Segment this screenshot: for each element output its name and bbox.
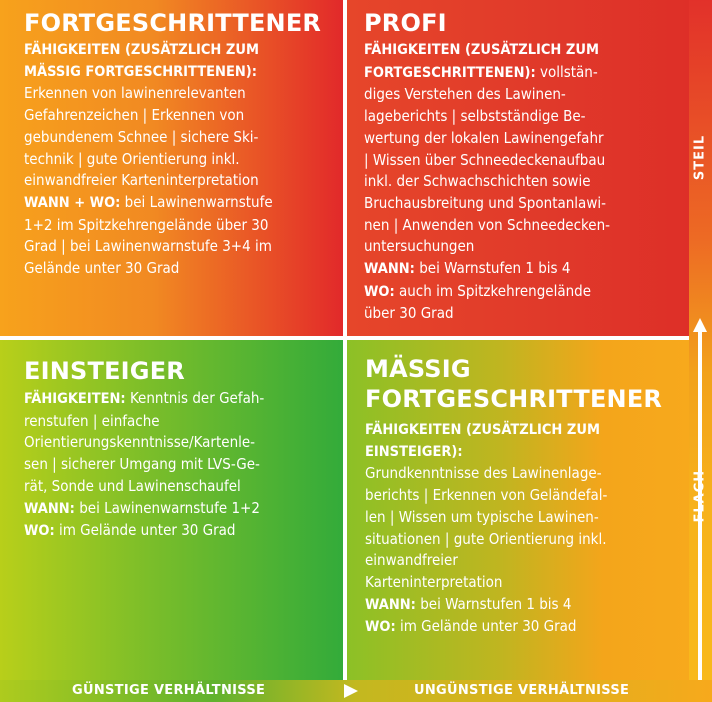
when-where-text: Gelände unter 30 Grad: [24, 259, 180, 278]
quadrant-title: FORTGESCHRITTENER: [24, 9, 322, 37]
skills-text: len | Wissen um typische Lawinen-: [365, 507, 599, 526]
skills-text: untersuchungen: [364, 237, 475, 256]
skills-text: einwandfreier Karteninterpretation: [24, 171, 259, 190]
quadrant-profi: [347, 0, 689, 336]
skills-text: rät, Sonde und Lawinenschaufel: [24, 476, 241, 495]
quadrant-body: [364, 40, 689, 325]
where-text: auch im Spitzkehrengelände: [394, 281, 592, 300]
skills-text: lageberichts | selbstständige Be-: [364, 107, 586, 126]
quadrant-body: [24, 388, 343, 543]
skills-text: einwandfreier: [365, 551, 458, 570]
skills-text: diges Verstehen des Lawinen-: [364, 85, 566, 104]
quadrant-body: [24, 40, 343, 280]
axis-label-guenstig: GÜNSTIGE VERHÄLTNISSE: [72, 683, 266, 698]
quadrant-title-line: FORTGESCHRITTENER: [365, 385, 663, 413]
skills-text: wertung der lokalen Lawinengefahr: [364, 128, 604, 147]
skills-text: inkl. der Schwachschichten sowie: [364, 172, 591, 191]
when-where-text: Grad | bei Lawinenwarnstufe 3+4 im: [24, 237, 272, 256]
quadrant-title-line: MÄSSIG: [365, 355, 471, 383]
skills-text: vollstän-: [535, 62, 598, 81]
when-label: WANN:: [24, 500, 75, 517]
skills-text: renstufen | einfache: [24, 411, 160, 430]
quadrant-title: EINSTEIGER: [24, 357, 185, 385]
where-text: über 30 Grad: [364, 304, 454, 323]
when-label: WANN:: [365, 596, 416, 613]
when-where-label: WANN + WO:: [24, 194, 121, 211]
skills-label: FÄHIGKEITEN:: [24, 391, 126, 407]
axis-label-flach: FLACH: [692, 469, 708, 523]
skills-label: MÄSSIG FORTGESCHRITTENEN):: [24, 63, 257, 80]
quadrant-body: [365, 420, 689, 639]
where-label: WO:: [365, 619, 396, 636]
skills-text: Kenntnis der Gefah-: [125, 389, 265, 407]
arrow-right-icon: [344, 684, 358, 698]
when-where-text: 1+2 im Spitzkehrengelände über 30: [24, 215, 269, 234]
skills-text: gebundenem Schnee | sichere Ski-: [24, 127, 259, 146]
skills-label: FÄHIGKEITEN (ZUSÄTZLICH ZUM: [24, 42, 259, 58]
where-label: WO:: [364, 283, 395, 300]
skills-text: sen | sicherer Umgang mit LVS-Ge-: [24, 455, 260, 474]
when-where-text: bei Lawinenwarnstufe: [120, 192, 273, 211]
vertical-axis: [689, 0, 712, 680]
arrow-up-icon: [693, 318, 707, 332]
horizontal-axis: [0, 680, 712, 702]
skills-label: FORTGESCHRITTENEN):: [364, 64, 536, 81]
skills-text: Gefahrenzeichen | Erkennen von: [24, 106, 245, 125]
skills-label: EINSTEIGER):: [365, 443, 463, 460]
skills-text: situationen | gute Orientierung inkl.: [365, 529, 607, 548]
quadrant-fortgeschrittener: [0, 0, 343, 336]
when-text: bei Lawinenwarnstufe 1+2: [74, 498, 260, 517]
when-text: bei Warnstufen 1 bis 4: [415, 594, 572, 613]
skills-text: Karteninterpretation: [365, 572, 503, 591]
skills-text: Bruchausbreitung und Spontanlawi-: [364, 193, 606, 212]
skills-text: | Wissen über Schneedeckenaufbau: [364, 150, 606, 169]
skills-label: FÄHIGKEITEN (ZUSÄTZLICH ZUM: [364, 42, 599, 58]
skills-text: Orientierungskenntnisse/Kartenle-: [24, 433, 256, 452]
skills-text: Grundkenntnisse des Lawinenlage-: [365, 464, 602, 483]
skills-text: berichts | Erkennen von Geländefal-: [365, 486, 608, 505]
skills-text: technik | gute Orientierung inkl.: [24, 149, 240, 168]
quadrant-maessig-fortgeschrittener: [347, 340, 689, 680]
axis-label-steil: STEIL: [692, 134, 708, 181]
when-label: WANN:: [364, 261, 415, 278]
where-label: WO:: [24, 523, 55, 540]
skills-text: Erkennen von lawinenrelevanten: [24, 84, 246, 103]
skills-text: nen | Anwenden von Schneedecken-: [364, 215, 611, 234]
where-text: im Gelände unter 30 Grad: [54, 521, 236, 540]
axis-label-unguenstig: UNGÜNSTIGE VERHÄLTNISSE: [414, 683, 630, 698]
quadrant-title: PROFI: [364, 9, 447, 37]
when-text: bei Warnstufen 1 bis 4: [414, 259, 571, 278]
quadrant-title: [365, 354, 689, 414]
skills-label: FÄHIGKEITEN (ZUSÄTZLICH ZUM: [365, 422, 600, 438]
where-text: im Gelände unter 30 Grad: [395, 617, 577, 636]
quadrant-einsteiger: [0, 340, 343, 680]
